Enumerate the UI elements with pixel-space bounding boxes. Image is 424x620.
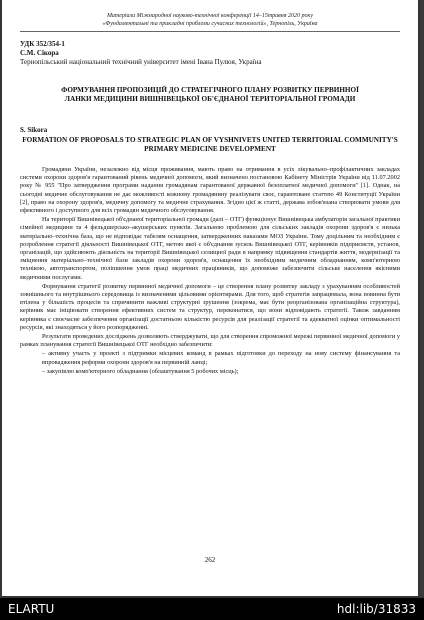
article-meta	[20, 40, 262, 67]
header-line-2: «Фундаментальні та прикладні проблеми сучасних технологій», Тернопіль, Україна	[102, 21, 318, 27]
paragraph: Результати проведених досліджень дозволяють стверджувати, що для створення спроможної мережі первинної медичної допомоги у рамках планування стратегії Вишнівецької ОТГ необхідно забезпечити:	[20, 333, 400, 349]
paragraph: Громадяни України, незалежно від місця проживання, мають право на отримання в усіх лікувально–профілактичних закладах системи охорони здоров'я гарантований рівень медичної допомоги, який визначено постановою Кабінету Міністрів України від 11.07.2002 року № 955 "Про затвердження програми надання громадянам гарантованої державної безоплатної медичної допомоги" [1]. Однак, на сьогодні медичне обслуговування не дає можливості кожному громадянину реалізувати своє, гарантоване статтею 49 Конституції України [2], право на охорону здоров'я, медичну допомогу та медичне страхування. Згідно цієї ж статті, держава зобов'язана створювати умови для ефективного і доступного для всіх громадян медичного обслуговування.	[20, 166, 400, 215]
repository-name: ELARTU	[8, 602, 55, 616]
list-item: – закупівлю комп'ютерного обладнання (облаштування 5 робочих місць);	[42, 367, 239, 375]
title-english: FORMATION OF PROPOSALS TO STRATEGIC PLAN OF VYSHNIVETS UNITED TERRITORIAL COMMUNITY'S PRIMARY MEDICINE DEVELOPMENT	[22, 136, 398, 153]
document-page	[2, 0, 418, 596]
list-item: – активну участь у проекті з підтримки місцевих команд в рамках підготовки до переходу на нову систему фінансування та впровадження реформи охорони здоров'я на первинній ланці;	[42, 350, 400, 366]
header-rule	[20, 31, 400, 32]
header-line-1: Матеріали Міжнародної науково-технічної конференції 14–15травня 2020 року	[106, 13, 314, 19]
paragraph: Формування стратегії розвитку первинної медичної допомоги – це створення плану розвитку закладу з урахуванням особливостей зовнішнього та внутрішнього середовища із визначеними цільовими орієнтирами. Для того, щоб стратегія запрацювала, вона повинна бути втілена у більшість процесів та спричинити важливі структурні зрушення (зокрема, має бути реорганізована організаційна структура), керівник має ініціювати створення ефективних систем та структур, переконатися, що вони відповідають стратегії. Також завданням керівника є своєчасне забезпечення організації достатньою кількістю ресурсів для реалізації стратегії та адекватної оцінки оптимальності ресурсів, які знаходяться у його розпорядженні.	[20, 282, 400, 331]
author-name: С.М. Сікора	[20, 49, 59, 57]
udc-code: УДК 352/354-1	[20, 40, 65, 48]
handle-id: hdl:lib/31833	[336, 602, 416, 616]
repository-footer	[0, 598, 424, 620]
title-ukrainian: ФОРМУВАННЯ ПРОПОЗИЦІЙ ДО СТРАТЕГІЧНОГО ПЛАНУ РОЗВИТКУ ПЕРВИННОЇ ЛАНКИ МЕДИЦИНИ ВИШНІВЕЦЬКОЇ ОБ'ЄДНАНОЇ ТЕРИТОРІАЛЬНОЇ ГРОМАДИ	[61, 86, 359, 103]
author-name-english: S. Sikora	[20, 126, 48, 134]
page-number: 262	[204, 556, 216, 564]
article-body	[20, 166, 400, 377]
paragraph: На території Вишнівецької об'єднаної територіальної громади (далі – ОТГ) функціонує Вишнівецька амбулаторія загальної практики сімейної медицини та 4 фельдшерсько–акушерських пунктів. Загальною проблемою для сільських закладів охорони здоров'я є низька матеріально–технічна база, що не відповідає табелям оснащення, затвердженних наказами МОЗ України. Тому доцільним та необхідним є розроблення стратегії діяльності Вишнівецької ОТГ, метою якої є об'єднання зусиль Вишнівецької ОТГ, керівників підприємств, установ, організацій, що здійснюють діяльність на території Вишнівецької селищної ради в напрямку підвищення стандартів життя, модернізації та зміцнення матеріально–технічної бази закладів охорони здоров'я, оснащення їх необхідним медичним обладнанням, комп'ютерною технікою, автотранспортом, поліпшення умов праці медичних працівників, що допоможе забезпечити сільське населення якісними медичними послугами.	[20, 216, 400, 281]
affiliation: Тернопільський національний технічний університет імені Івана Пулюя, Україна	[20, 58, 262, 66]
conference-header	[20, 12, 400, 32]
